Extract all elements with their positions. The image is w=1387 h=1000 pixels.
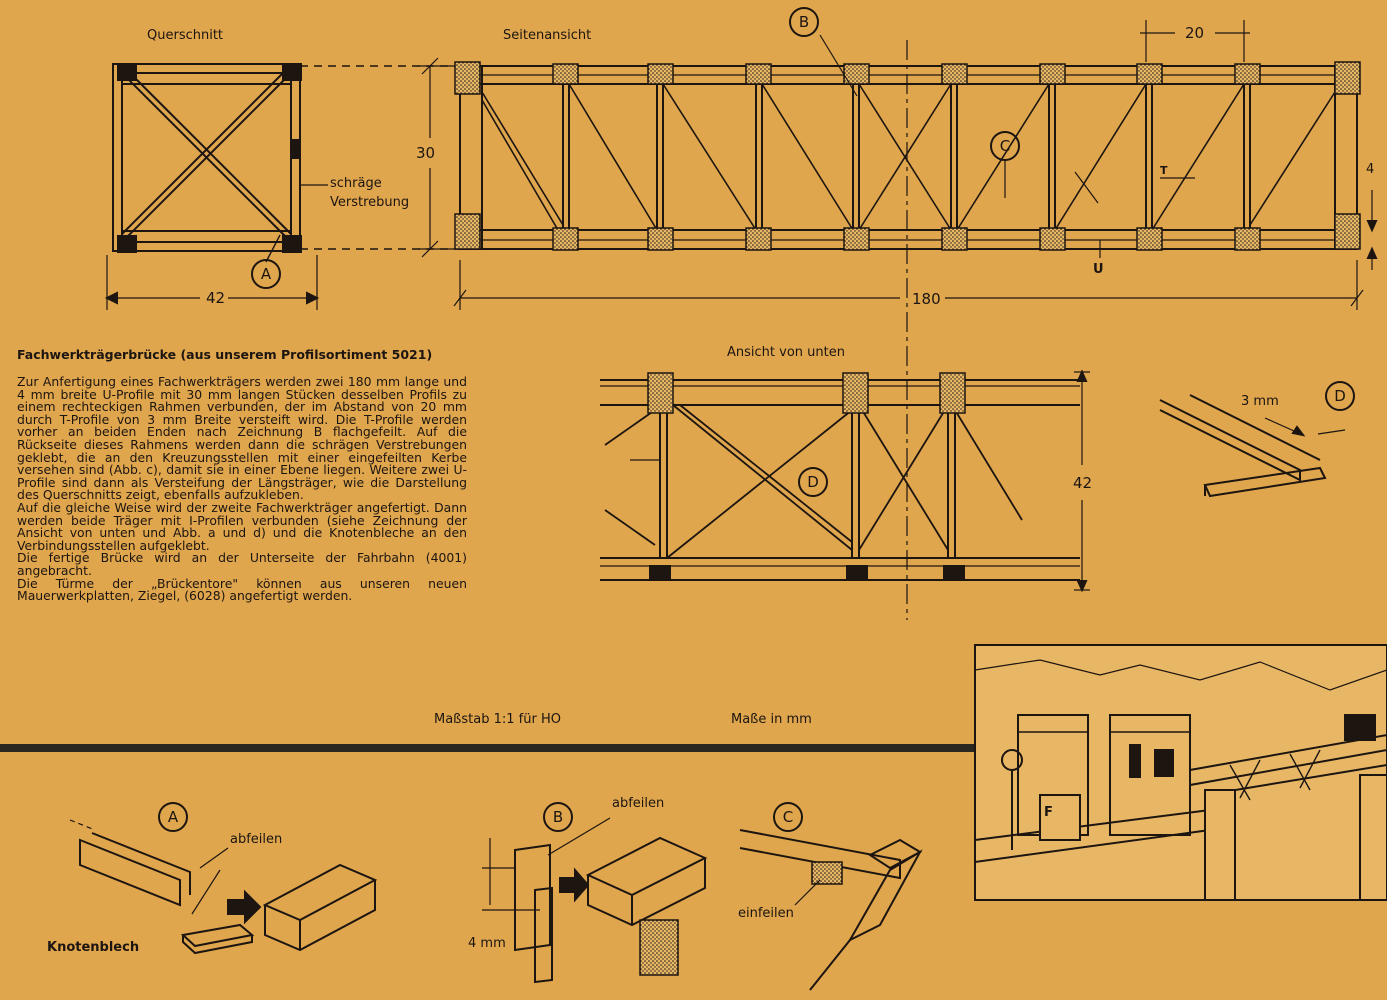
dim-length: 180 <box>912 290 941 308</box>
bridge-illustration <box>975 645 1387 900</box>
dim-flange: 4 <box>1366 162 1375 177</box>
dim-bottom-width: 42 <box>1073 474 1093 492</box>
dim-panel: 20 <box>1185 24 1205 42</box>
article-paragraph: Zur Anfertigung eines Fachwerkträgers werden zwei 180 mm lange und 4 mm breite U-Profile mit 30 mm langen Stücken desselben Profils zu einem rechteckigen Rahmen verbunden, der im Abstand von 20 mm durch T-Profile von 3 mm Breite versteift wird. Die T-Profile werden vorher an beiden Enden nach Zeichnung B flachgefeilt. Auf die Rückseite dieses Rahmens werden dann die schrägen Verstrebungen geklebt, die an den Kreuzungsstellen mit einer eingefeilten Kerbe versehen sind (Abb. c), damit sie in einer Ebene liegen. Weitere zwei U-Profile sind dann als Versteifung der Längsträger, wie die Darstellung des Querschnitts zeigt, ebenfalls aufzukleben. <box>17 374 467 503</box>
cross-section-view <box>107 64 460 310</box>
side-view-truss <box>418 20 1376 620</box>
t-profile-label: T <box>1160 164 1168 177</box>
callout-d-detail: D <box>1325 381 1355 411</box>
callout-b-detail: B <box>543 802 573 832</box>
side-view-title: Seitenansicht <box>503 28 592 43</box>
abfeilen-label-b: abfeilen <box>612 796 665 811</box>
cross-section-title: Querschnitt <box>147 28 224 43</box>
bottom-view-truss <box>600 370 1093 590</box>
knotenblech-label: Knotenblech <box>47 940 140 955</box>
detail-a-u-profile <box>70 820 375 953</box>
dim-cross-width: 42 <box>206 289 226 307</box>
callout-c-detail: C <box>773 802 803 832</box>
bracing-label-line1: schräge <box>330 176 382 191</box>
detail-b-t-profile <box>482 818 705 982</box>
illustration-plate-label: F <box>1044 805 1053 820</box>
scale-note: Maßstab 1:1 für HO <box>434 712 561 727</box>
article-paragraph: Die Türme der „Brückentore" können aus unseren neuen Mauerwerkplatten, Ziegel, (6028) angefertigt werden. <box>17 575 467 604</box>
callout-d-bottom-view: D <box>798 467 828 497</box>
bottom-view-title: Ansicht von unten <box>727 345 845 360</box>
callout-b-side-view: B <box>789 7 819 37</box>
dim-cut-b: 4 mm <box>468 936 506 951</box>
dim-profile-d: 3 mm <box>1241 394 1279 409</box>
detail-d-profile <box>1160 395 1345 496</box>
einfeilen-label: einfeilen <box>738 906 794 921</box>
article-paragraph: Auf die gleiche Weise wird der zweite Fachwerkträger angefertigt. Dann werden beide Träger mit I-Profilen verbunden (siehe Zeichnung der Ansicht von unten und Abb. a und d) und die Knotenbleche an den Verbindungsstellen aufgeklebt. <box>17 499 467 553</box>
dim-height: 30 <box>416 144 436 162</box>
article-paragraph: Die fertige Brücke wird an der Unterseite der Fahrbahn (4001) angebracht. <box>17 550 467 578</box>
article-title: Fachwerkträgerbrücke (aus unserem Profilsortiment 5021) <box>17 347 433 362</box>
bracing-label-line2: Verstrebung <box>330 195 410 210</box>
abfeilen-label-a: abfeilen <box>230 832 283 847</box>
callout-a-cross-section: A <box>251 259 281 289</box>
callout-c-side-view: C <box>990 131 1020 161</box>
callout-a-detail: A <box>158 802 188 832</box>
u-profile-label: U <box>1093 262 1104 277</box>
article-body <box>17 376 467 603</box>
units-note: Maße in mm <box>731 712 812 727</box>
